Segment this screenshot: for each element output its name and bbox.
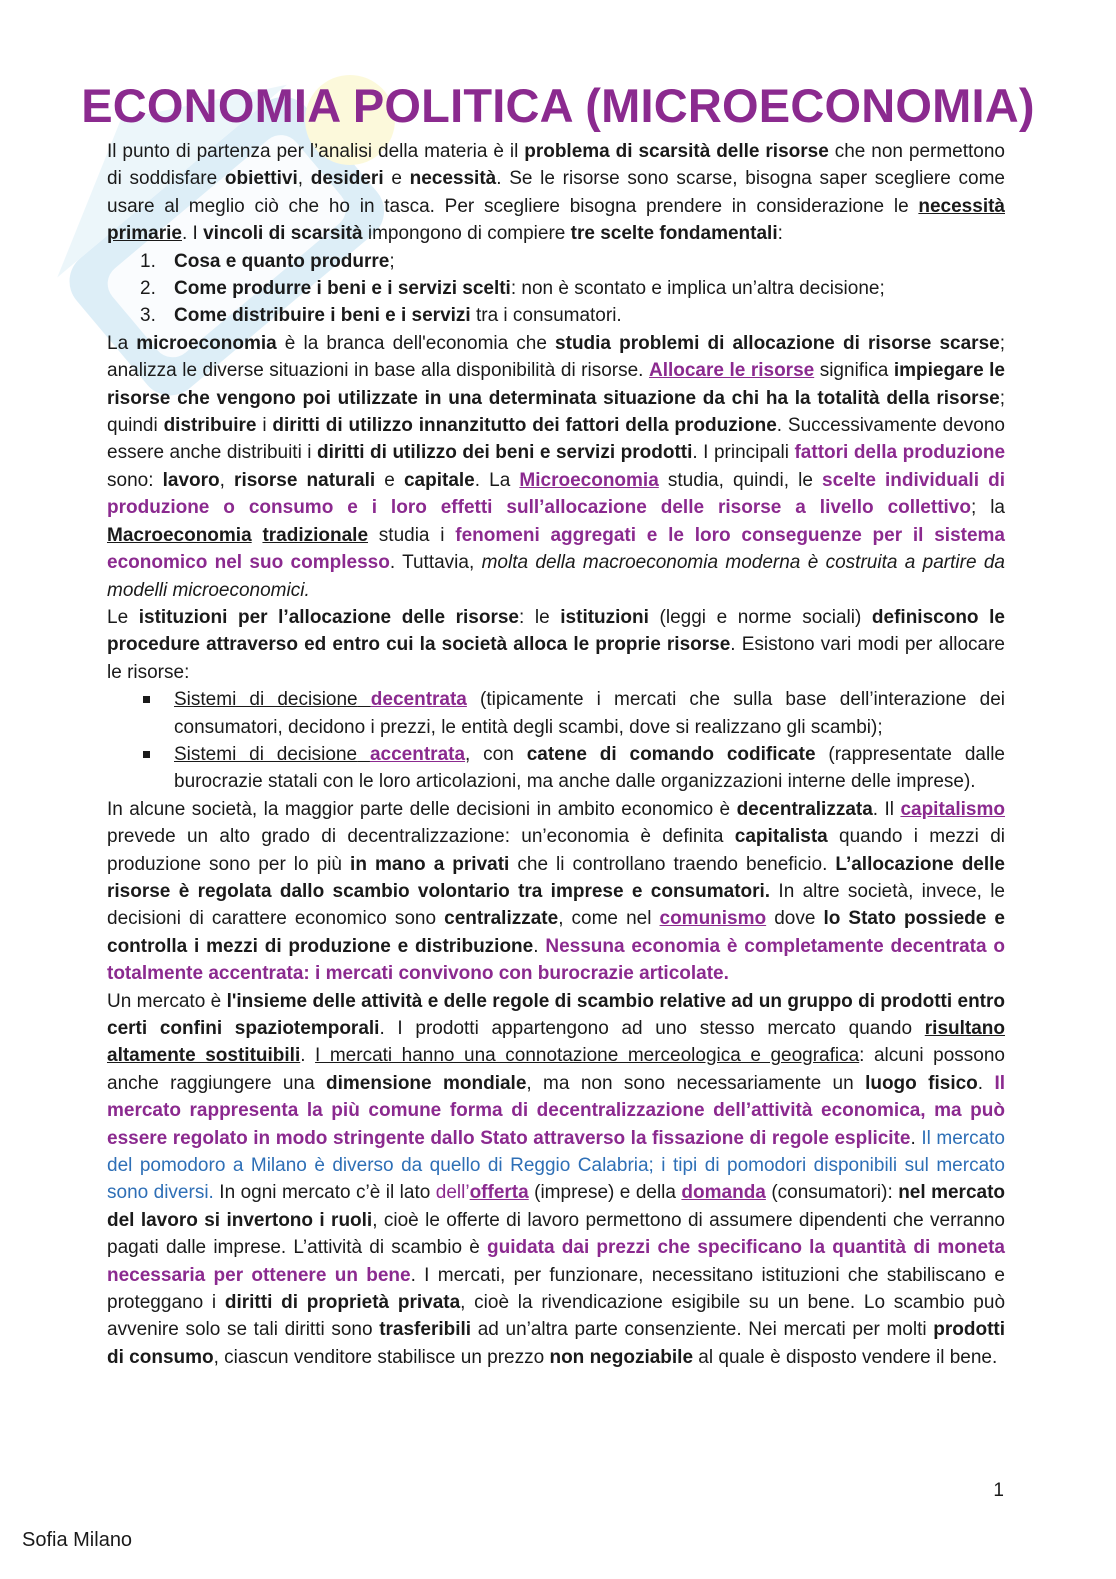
paragraph-mercato: Un mercato è l'insieme delle attività e delle regole di scambio relative ad un gruppo di prodotti entro certi confini spaziotemporali. I prodotti appartengono ad uno stesso mercato quando risultano altamente sostituibili. I mercati hanno una connotazione merceologica e geografica: alcuni possono anche raggiungere una dimensione mondiale, ma non sono necessariamente un luogo fisico. Il mercato rappresenta la più comune forma di decentralizzazione dell’attività economica, ma può essere regolato in modo stringente dallo Stato attraverso la fissazione di regole esplicite. Il mercato del pomodoro a Milano è diverso da quello di Reggio Calabria; i tipi di pomodori disponibili sul mercato sono diversi. In ogni mercato c’è il lato dell’offerta (imprese) e della domanda (consumatori): nel mercato del lavoro si invertono i ruoli, cioè le offerte di lavoro permettono di assumere dipendenti che verranno pagati dalle imprese. L’attività di scambio è guidata dai prezzi che specificano la quantità di moneta necessaria per ottenere un bene. I mercati, per funzionare, necessitano istituzioni che stabiliscano e proteggano i diritti di proprietà privata, cioè la rivendicazione esigibile su un bene. Lo scambio può avvenire solo se tali diritti sono trasferibili ad un’altra parte consenziente. Nei mercati per molti prodotti di consumo, ciascun venditore stabilisce un prezzo non negoziabile al quale è disposto vendere il bene.	[107, 990, 1006, 1368]
list-item: Sistemi di decisione decentrata (tipicamente i mercati che sulla base dell’interazione dei consumatori, decidono i prezzi, le entità degli scambi, dove si realizzano gli scambi);	[107, 686, 1005, 741]
link-capitalismo[interactable]: capitalismo	[900, 798, 1005, 820]
link-domanda[interactable]: domanda	[681, 1182, 766, 1204]
paragraph-decentralizzazione: In alcune società, la maggior parte delle decisioni in ambito economico è decentralizzata. Il capitalismo prevede un alto grado di decentralizzazione: un’economia è definita capitalista quando i mezzi di produzione sono per lo più in mano a privati che li controllano traendo beneficio. L’allocazione delle risorse è regolata dallo scambio volontario tra imprese e consumatori. In altre società, invece, le decisioni di carattere economico sono centralizzate, come nel comunismo dove lo Stato possiede e controlla i mezzi di produzione e distribuzione. Nessuna economia è completamente decentrata o totalmente accentrata: i mercati convivono con burocrazie articolate.	[107, 798, 1006, 985]
list-item: 2. Come produrre i beni e i servizi scelti: non è scontato e implica un’altra decisione;	[140, 278, 885, 300]
link-microeconomia[interactable]: Microeconomia	[519, 469, 659, 491]
link-allocare-risorse[interactable]: Allocare le risorse	[648, 360, 815, 382]
paragraph-scarsita: Il punto di partenza per l’analisi della materia è il problema di scarsità delle risorse che non permettono di soddisfare obiettivi, desideri e necessità. Se le risorse sono scarse, bisogna saper scegliere come usare al meglio ciò che ho in tasca. Per scegliere bisogna prendere in considerazione le necessità primarie. I vincoli di scarsità impongono di compiere tre scelte fondamentali:	[107, 141, 1005, 245]
list-item: 3. Come distribuire i beni e i servizi tra i consumatori.	[140, 305, 622, 327]
systems-list	[107, 686, 1005, 796]
page-number: 1	[993, 1480, 1004, 1501]
list-item: Sistemi di decisione accentrata, con catene di comando codificate (rappresentate dalle burocrazie statali con le loro articolazioni, ma anche dalle organizzazioni interne delle imprese).	[107, 741, 1005, 796]
link-offerta[interactable]: offerta	[469, 1182, 529, 1204]
author-name: Sofia Milano	[22, 1529, 133, 1551]
list-item: 1. Cosa e quanto produrre;	[140, 250, 395, 272]
document-body	[107, 138, 1005, 1371]
page-title: ECONOMIA POLITICA (MICROECONOMIA)	[81, 79, 1035, 132]
link-decentrata[interactable]: decentrata	[370, 689, 467, 711]
choices-list	[107, 248, 1005, 330]
paragraph-istituzioni: Le istituzioni per l’allocazione delle risorse: le istituzioni (leggi e norme sociali) definiscono le procedure attraverso ed entro cui la società alloca le proprie risorse. Esistono vari modi per allocare le risorse:	[107, 606, 1005, 683]
link-accentrata[interactable]: accentrata	[369, 743, 466, 765]
paragraph-microeconomia: La microeconomia è la branca dell'economia che studia problemi di allocazione di risorse scarse; analizza le diverse situazioni in base alla disponibilità di risorse. Allocare le risorse significa impiegare le risorse che vengono poi utilizzate in una determinata situazione da chi ha la totalità della risorse; quindi distribuire i diritti di utilizzo innanzitutto dei fattori della produzione. Successivamente devono essere anche distribuiti i diritti di utilizzo dei beni e servizi prodotti. I principali fattori della produzione sono: lavoro, risorse naturali e capitale. La Microeconomia studia, quindi, le scelte individuali di produzione o consumo e i loro effetti sull’allocazione delle risorse a livello collettivo; la Macroeconomia tradizionale studia i fenomeni aggregati e le loro conseguenze per il sistema economico nel suo complesso. Tuttavia, molta della macroeconomia moderna è costruita a partire da modelli microeconomici.	[107, 332, 1006, 601]
link-comunismo[interactable]: comunismo	[659, 908, 767, 930]
